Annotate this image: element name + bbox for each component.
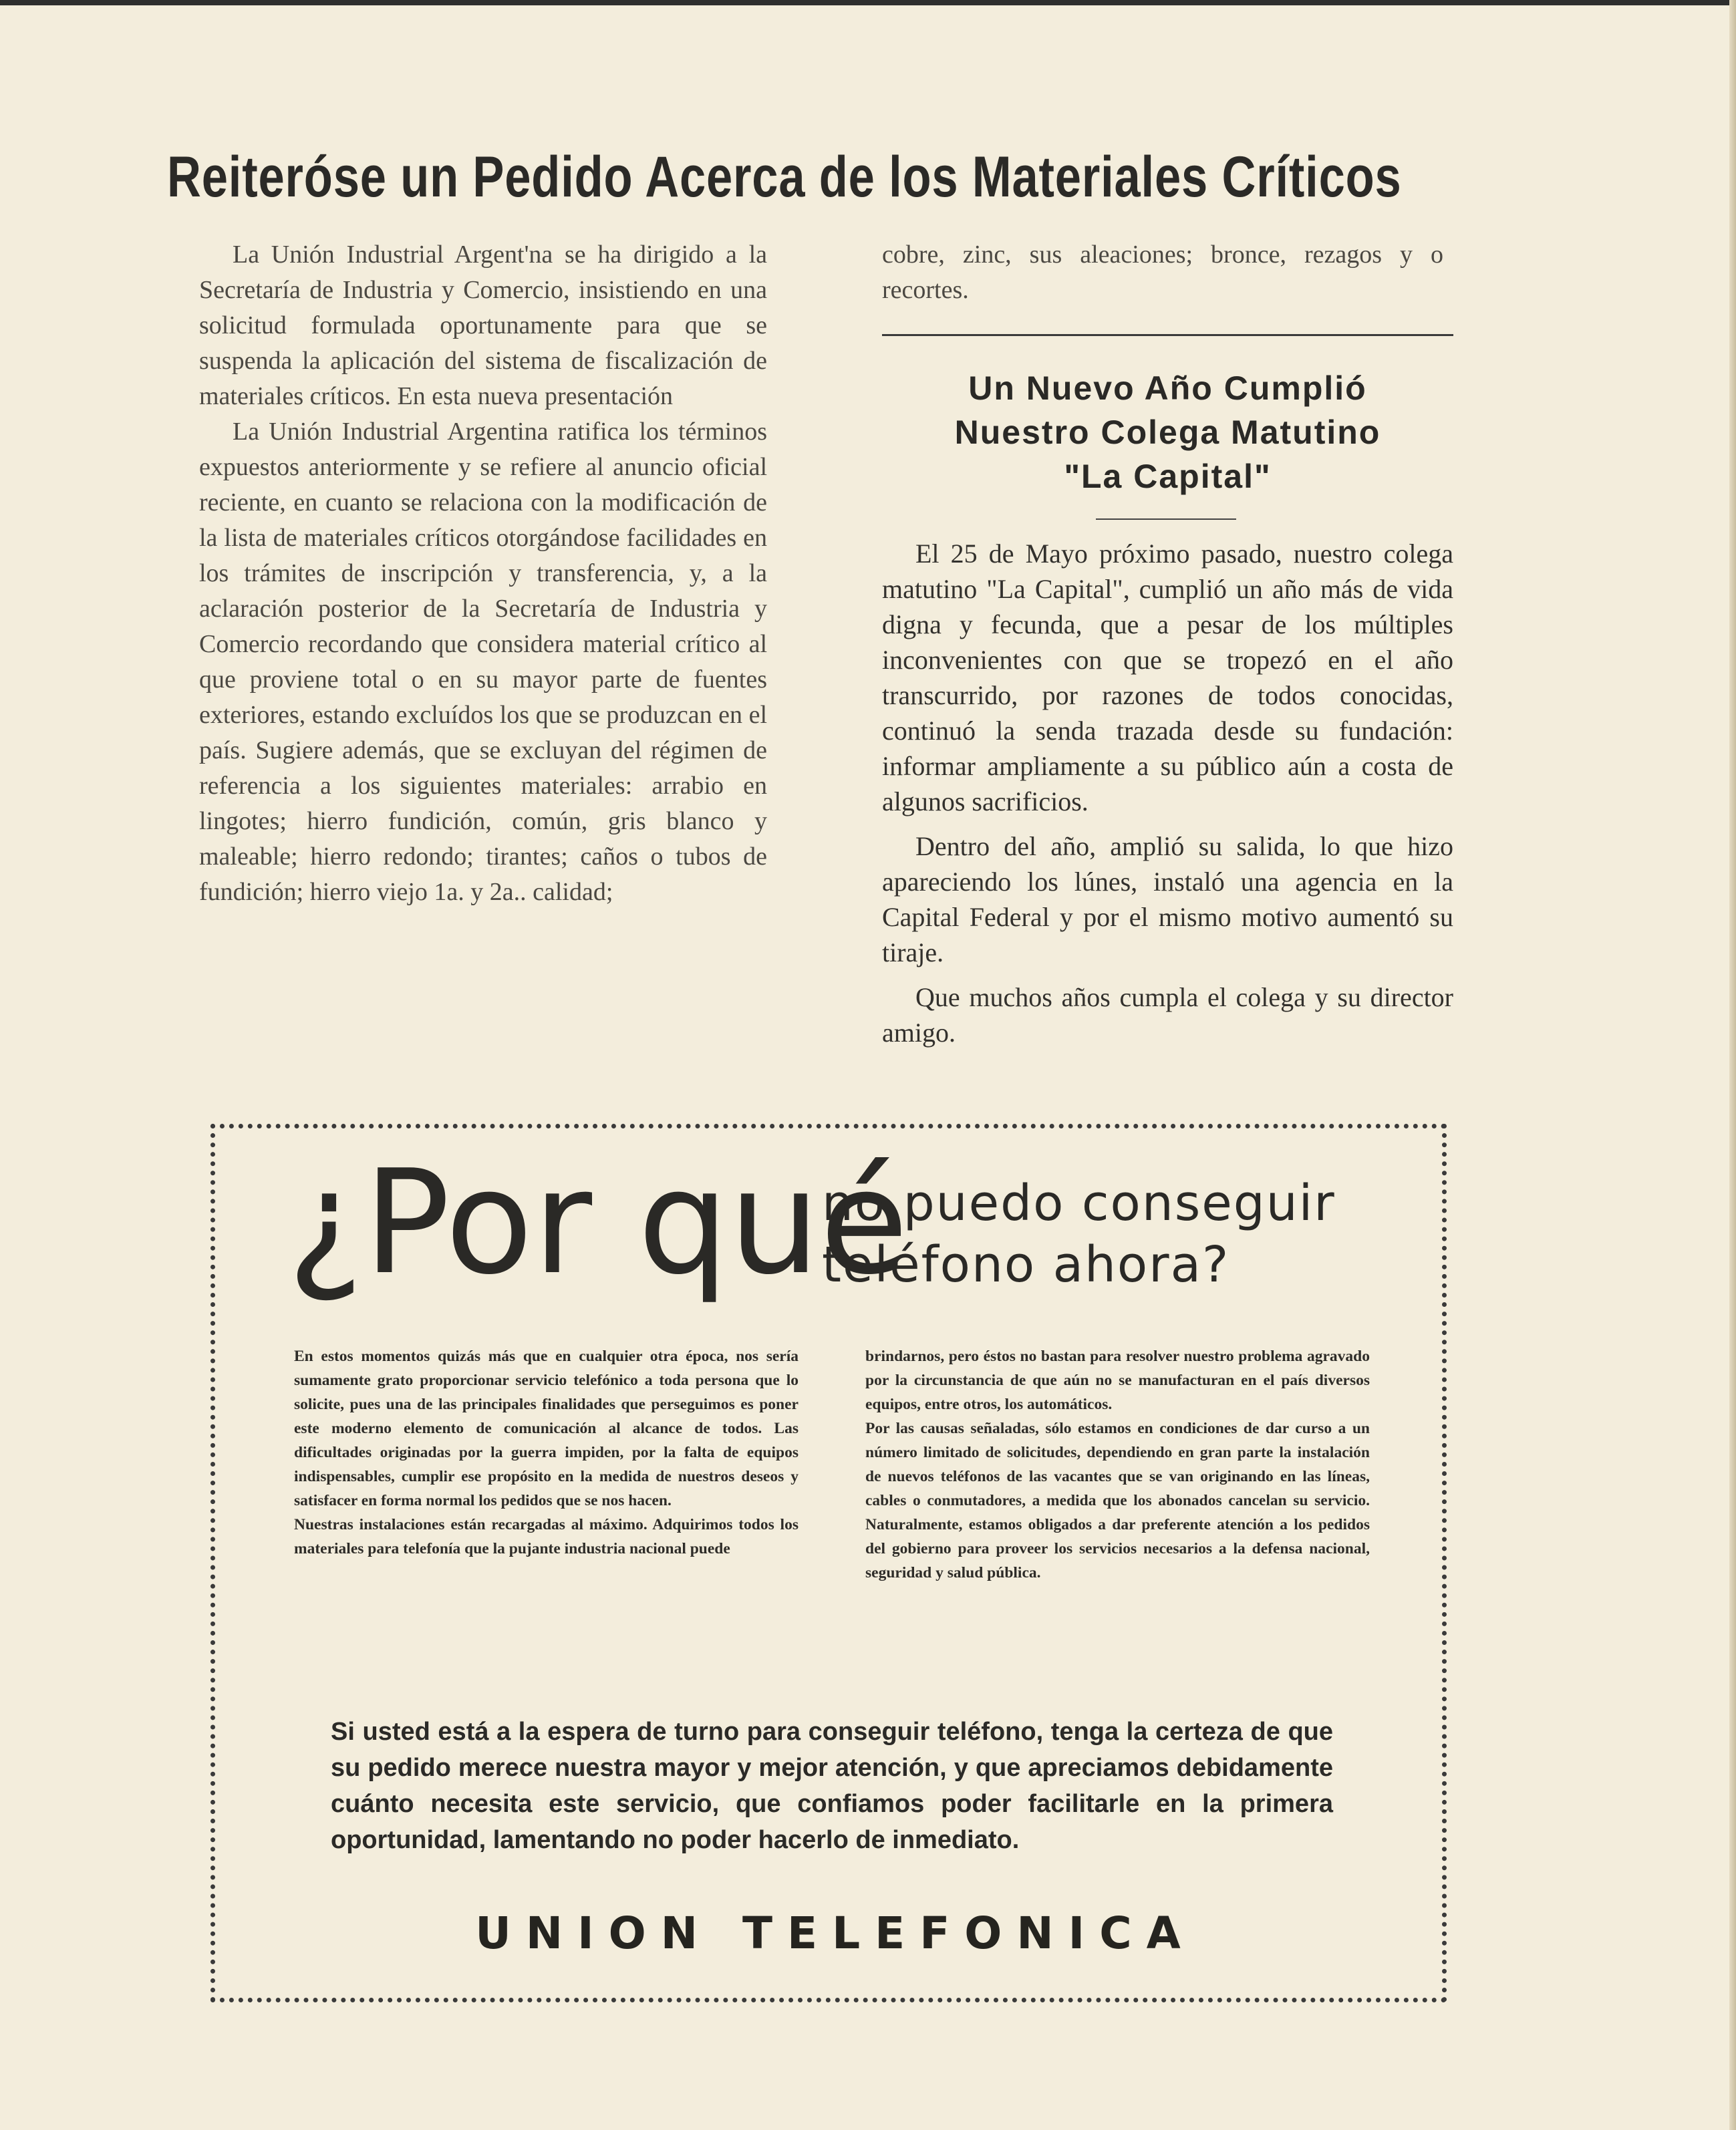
ad-paragraph: En estos momentos quizás más que en cualquier otra época, nos sería sumamente grato proporcionar servicio telefónico a toda persona que lo solicite, pues una de las principales finalidades que perseguimos es poner este moderno elemento de comunicación al alcance de todos. Las dificultades originadas por la guerra impiden, por la falta de equipos indispensables, cumplir ese propósito en la medida de nuestros deseos y satisfacer en forma normal los pedidos que se nos hacen. <box>294 1348 799 1509</box>
news-paragraph: El 25 de Mayo próximo pasado, nuestro colega matutino "La Capital", cumplió un año más de vida digna y fecunda, que a pesar de los múltiples inconvenientes con que se tropezó en el año transcurrido, por razones de todos conocidas, continuó la senda trazada desde su fundación: informar ampliamente a su público aún a costa de algunos sacrificios. <box>882 539 1453 816</box>
news-title <box>882 366 1453 498</box>
article-continuation-text: cobre, zinc, sus aleaciones; bronce, rezagos y o recortes. <box>882 241 1443 304</box>
news-title-line: Nuestro Colega Matutino <box>954 414 1381 451</box>
ad-subheadline-line: teléfono ahora? <box>822 1236 1230 1294</box>
news-body <box>882 536 1453 1060</box>
ad-paragraph: Nuestras instalaciones están recargadas al máximo. Adquirimos todos los materiales para telefonía que la pujante industria nacional puede <box>294 1516 799 1557</box>
ad-brand-logo: UNION TELEFONICA <box>475 1908 1195 1959</box>
article-body <box>199 237 767 910</box>
ad-column-right <box>865 1344 1370 1585</box>
article-paragraph: La Unión Industrial Argentina ratifica los términos expuestos anteriormente y se refiere al anuncio oficial reciente, en cuanto se relaciona con la modificación de la lista de materiales críticos otorgándose facilidades en los trámites de inscripción y transferencia, y, a la aclaración posterior de la Secretaría de Industria y Comercio recordando que considera material crítico al que proviene total o en su mayor parte de fuentes exteriores, estando excluídos los que se produzcan en el país. Sugiere además, que se excluyan del régimen de referencia a los siguientes materiales: arrabio en lingotes; hierro fundición, común, gris blanco y maleable; hierro redondo; tirantes; caños o tubos de fundición; hierro viejo 1a. y 2a.. calidad; <box>199 418 767 906</box>
page-right-edge <box>1729 0 1736 2130</box>
ad-headline: ¿Por qué <box>287 1138 909 1306</box>
ad-paragraph: brindarnos, pero éstos no bastan para resolver nuestro problema agravado por la circunstancia de que aún no se manufacturan en el país diversos equipos, entre otros, los automáticos. <box>865 1348 1370 1413</box>
section-divider <box>882 334 1453 336</box>
ad-closing-note: Si usted está a la espera de turno para conseguir teléfono, tenga la certeza de que su pedido merece nuestra mayor y mejor atención, y que apreciamos debidamente cuánto necesita este servicio, que confiamos poder facilitarle en la primera oportunidad, lamentando no poder hacerlo de inmediato. <box>331 1718 1333 1854</box>
ad-column-left <box>294 1344 799 1561</box>
news-paragraph: Dentro del año, amplió su salida, lo que hizo apareciendo los lúnes, instaló una agencia en la Capital Federal y por el mismo motivo aumentó su tiraje. <box>882 831 1453 967</box>
article-title: Reiteróse un Pedido Acerca de los Materiales Críticos <box>167 145 1402 209</box>
ad-subheadline-line: no puedo conseguir <box>822 1175 1336 1232</box>
article-continuation <box>882 237 1443 308</box>
ad-paragraph: Por las causas señaladas, sólo estamos en condiciones de dar curso a un número limitado de solicitudes, dependiendo en gran parte la instalación de nuevos teléfonos de las vacantes que se van originando en las líneas, cables o conmutadores, a medida que los abonados cancelan su servicio. Naturalmente, estamos obligados a dar preferente atención a los pedidos del gobierno para proveer los servicios necesarios a la defensa nacional, seguridad y salud pública. <box>865 1420 1370 1581</box>
ad-subheadline <box>822 1173 1423 1296</box>
news-title-line: "La Capital" <box>1064 458 1272 495</box>
news-title-divider <box>1096 518 1236 520</box>
news-title-line: Un Nuevo Año Cumplió <box>968 369 1367 407</box>
news-paragraph: Que muchos años cumpla el colega y su director amigo. <box>882 982 1453 1048</box>
page-top-edge <box>0 0 1736 5</box>
article-paragraph: La Unión Industrial Argent'na se ha dirigido a la Secretaría de Industria y Comercio, insistiendo en una solicitud formulada oportunamente para que se suspenda la aplicación del sistema de fiscalización de materiales críticos. En esta nueva presentación <box>199 241 767 410</box>
